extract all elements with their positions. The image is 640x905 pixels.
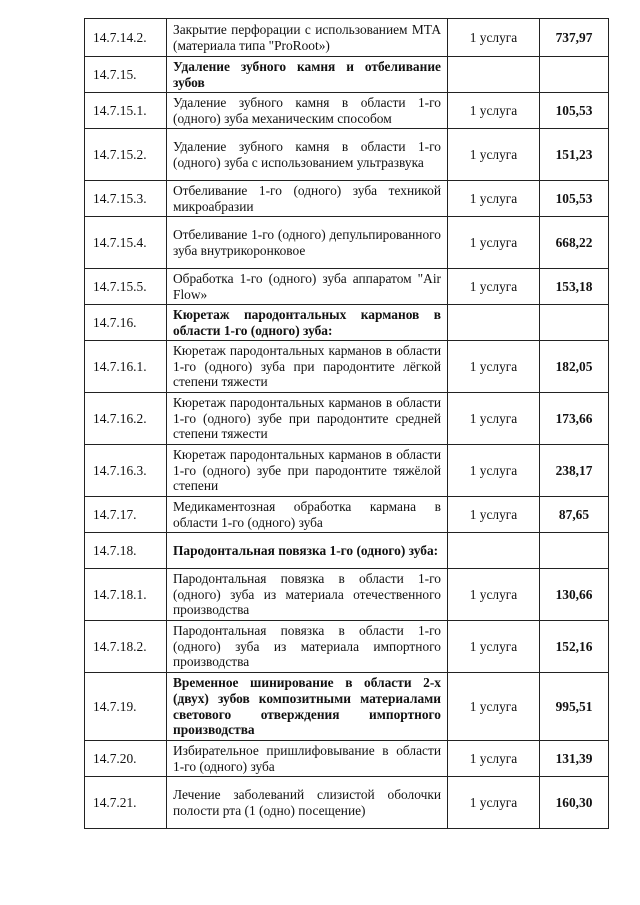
service-code: 14.7.16.2.	[85, 393, 167, 445]
service-name: Кюретаж пародонтальных карманов в области 1-го (одного) зуба при пародонтите лёгкой степени тяжести	[167, 341, 448, 393]
table-row	[85, 217, 609, 269]
service-name: Кюретаж пародонтальных карманов в области 1-го (одного) зуба:	[167, 305, 448, 341]
service-unit: 1 услуга	[448, 269, 540, 305]
price-list-body	[85, 19, 609, 829]
service-code: 14.7.18.2.	[85, 621, 167, 673]
service-price: 995,51	[540, 673, 609, 741]
service-name: Отбеливание 1-го (одного) депульпированного зуба внутрикоронковое	[167, 217, 448, 269]
service-price: 737,97	[540, 19, 609, 57]
service-price: 153,18	[540, 269, 609, 305]
table-row	[85, 19, 609, 57]
table-row	[85, 673, 609, 741]
service-code: 14.7.20.	[85, 741, 167, 777]
table-row	[85, 269, 609, 305]
service-name: Пародонтальная повязка 1-го (одного) зуба:	[167, 533, 448, 569]
service-unit: 1 услуга	[448, 445, 540, 497]
service-price	[540, 57, 609, 93]
table-row	[85, 305, 609, 341]
service-unit: 1 услуга	[448, 19, 540, 57]
table-row	[85, 533, 609, 569]
service-price: 105,53	[540, 93, 609, 129]
service-unit	[448, 533, 540, 569]
service-unit: 1 услуга	[448, 621, 540, 673]
service-name: Избирательное пришлифовывание в области 1-го (одного) зуба	[167, 741, 448, 777]
service-code: 14.7.16.3.	[85, 445, 167, 497]
table-row	[85, 497, 609, 533]
service-unit	[448, 57, 540, 93]
service-name: Пародонтальная повязка в области 1-го (одного) зуба из материала импортного производства	[167, 621, 448, 673]
service-unit: 1 услуга	[448, 569, 540, 621]
table-row	[85, 129, 609, 181]
service-unit: 1 услуга	[448, 741, 540, 777]
table-row	[85, 621, 609, 673]
table-row	[85, 569, 609, 621]
service-name: Временное шинирование в области 2-х (двух) зубов композитными материалами светового отверждения импортного производства	[167, 673, 448, 741]
table-row	[85, 741, 609, 777]
service-price: 238,17	[540, 445, 609, 497]
service-code: 14.7.14.2.	[85, 19, 167, 57]
service-price: 151,23	[540, 129, 609, 181]
service-code: 14.7.18.	[85, 533, 167, 569]
service-code: 14.7.15.1.	[85, 93, 167, 129]
service-unit	[448, 305, 540, 341]
service-price: 130,66	[540, 569, 609, 621]
table-row	[85, 445, 609, 497]
service-name: Медикаментозная обработка кармана в области 1-го (одного) зуба	[167, 497, 448, 533]
service-price: 160,30	[540, 777, 609, 829]
service-price: 152,16	[540, 621, 609, 673]
service-unit: 1 услуга	[448, 777, 540, 829]
service-code: 14.7.15.	[85, 57, 167, 93]
service-price: 182,05	[540, 341, 609, 393]
service-name: Кюретаж пародонтальных карманов в области 1-го (одного) зубе при пародонтите средней степени тяжести	[167, 393, 448, 445]
service-code: 14.7.15.3.	[85, 181, 167, 217]
service-unit: 1 услуга	[448, 129, 540, 181]
service-unit: 1 услуга	[448, 393, 540, 445]
table-row	[85, 341, 609, 393]
service-code: 14.7.16.	[85, 305, 167, 341]
service-unit: 1 услуга	[448, 217, 540, 269]
service-unit: 1 услуга	[448, 181, 540, 217]
table-row	[85, 181, 609, 217]
service-name: Обработка 1-го (одного) зуба аппаратом "Air Flow»	[167, 269, 448, 305]
service-price	[540, 305, 609, 341]
service-unit: 1 услуга	[448, 497, 540, 533]
service-price: 131,39	[540, 741, 609, 777]
service-code: 14.7.15.5.	[85, 269, 167, 305]
table-row	[85, 93, 609, 129]
service-code: 14.7.18.1.	[85, 569, 167, 621]
price-list-table	[84, 18, 609, 829]
service-code: 14.7.15.4.	[85, 217, 167, 269]
service-name: Закрытие перфорации с использованием МТА (материала типа "ProRoot»)	[167, 19, 448, 57]
table-row	[85, 777, 609, 829]
service-price: 668,22	[540, 217, 609, 269]
service-code: 14.7.15.2.	[85, 129, 167, 181]
service-price: 173,66	[540, 393, 609, 445]
service-price: 105,53	[540, 181, 609, 217]
table-row	[85, 57, 609, 93]
service-code: 14.7.21.	[85, 777, 167, 829]
service-code: 14.7.16.1.	[85, 341, 167, 393]
service-name: Удаление зубного камня и отбеливание зубов	[167, 57, 448, 93]
service-price	[540, 533, 609, 569]
service-code: 14.7.19.	[85, 673, 167, 741]
service-name: Пародонтальная повязка в области 1-го (одного) зуба из материала отечественного производства	[167, 569, 448, 621]
table-row	[85, 393, 609, 445]
service-unit: 1 услуга	[448, 93, 540, 129]
service-name: Отбеливание 1-го (одного) зуба техникой микроабразии	[167, 181, 448, 217]
service-code: 14.7.17.	[85, 497, 167, 533]
service-name: Кюретаж пародонтальных карманов в области 1-го (одного) зубе при пародонтите тяжёлой степени	[167, 445, 448, 497]
service-name: Удаление зубного камня в области 1-го (одного) зуба механическим способом	[167, 93, 448, 129]
service-unit: 1 услуга	[448, 341, 540, 393]
service-name: Лечение заболеваний слизистой оболочки полости рта (1 (одно) посещение)	[167, 777, 448, 829]
service-unit: 1 услуга	[448, 673, 540, 741]
service-name: Удаление зубного камня в области 1-го (одного) зуба с использованием ультразвука	[167, 129, 448, 181]
service-price: 87,65	[540, 497, 609, 533]
